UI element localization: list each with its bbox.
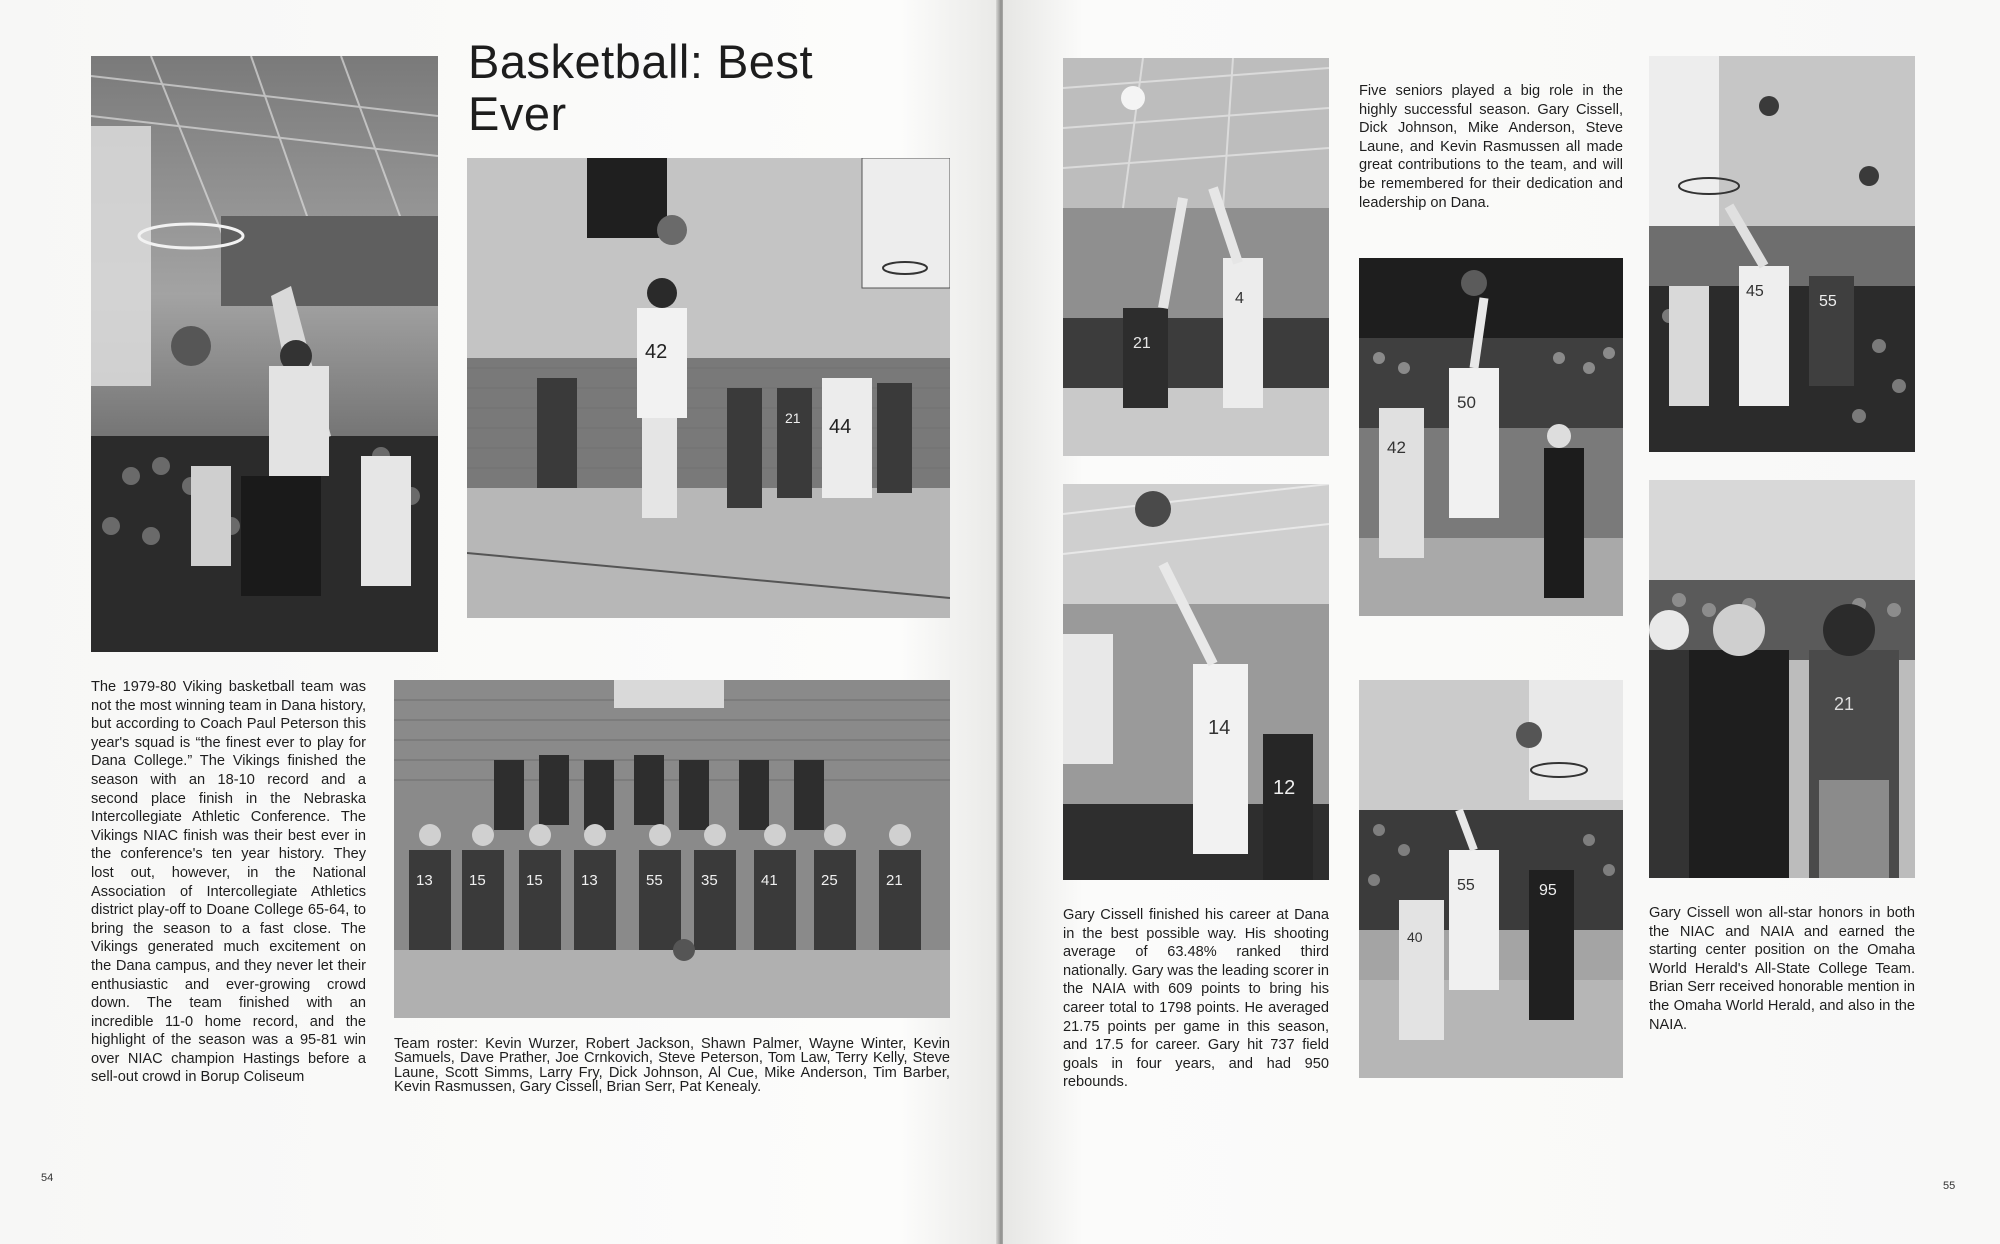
- jersey-45: 45: [1746, 283, 1764, 300]
- photo-cissell-shot: [1063, 484, 1329, 880]
- team-jersey-2: 15: [469, 872, 486, 889]
- photo-dunk: [91, 56, 438, 652]
- jersey-21: 21: [785, 410, 801, 426]
- roster-caption: Team roster: Kevin Wurzer, Robert Jackson, Shawn Palmer, Wayne Winter, Kevin Samuels, Dave Prather, Joe Crnkovich, Steve Peterson, Tom Law, Terry Kelly, Steve Laune, Scott Simms, Larry Fry, Dick Johnson, Al Cue, Mike Anderson, Tim Barber, Kevin Rasmussen, Gary Cissell, Brian Serr, Pat Kenealy.: [394, 1036, 950, 1096]
- seniors-caption: Five seniors played a big role in the highly successful season. Gary Cissell, Dick Johnson, Mike Anderson, Steve Laune, and Kevin Rasmussen all made great contributions to the team, and will be remembered for their dedication and leadership on Dana.: [1359, 83, 1623, 211]
- team-jersey-1: 13: [416, 872, 433, 889]
- team-jersey-9: 21: [886, 872, 903, 889]
- jersey-55-drive: 55: [1457, 877, 1475, 894]
- photo-rebound: [1649, 56, 1915, 452]
- jersey-21-bench: 21: [1834, 694, 1855, 714]
- jersey-14: 14: [1208, 717, 1231, 739]
- team-jersey-3: 15: [526, 872, 543, 889]
- team-jersey-5: 55: [646, 872, 663, 889]
- jersey-50-tip: 50: [1457, 393, 1476, 412]
- page-number-right: 55: [1943, 1180, 1956, 1192]
- article-body: The 1979-80 Viking basketball team was not the most winning team in Dana history, but according to Coach Paul Peterson this year's squad is “the finest ever to play for Dana College.” The Vikings finished the season with an 18-10 record and a second place finish in the Nebraska Intercollegiate Athletic Conference. The Vikings NIAC finish was their best ever in the conference's ten year history. They lost out, however, in the National Association of Intercollegiate Athletics district play-off to Doane College 65-64, to bring the season to a fast close. The Vikings generated much excitement on the Dana campus, and they never let their enthusiastic and ever-growing crowd down. The team finished with an incredible 11-0 home record, and the highlight of the season was a 95-81 win over NIAC champion Hastings before a sell-out crowd in Borup Coliseum: [91, 679, 366, 1086]
- jersey-4-block: 4: [1235, 290, 1244, 307]
- photo-drive: [1359, 680, 1623, 1078]
- team-jersey-4: 13: [581, 872, 598, 889]
- photo-team: [394, 680, 950, 1018]
- jersey-21-block: 21: [1133, 335, 1151, 352]
- team-jersey-7: 41: [761, 872, 778, 889]
- jersey-42: 42: [645, 341, 668, 363]
- jersey-40: 40: [1407, 929, 1423, 945]
- jersey-42-tip: 42: [1387, 438, 1406, 457]
- jersey-95: 95: [1539, 882, 1557, 899]
- team-jersey-8: 25: [821, 872, 838, 889]
- page-number-left: 54: [41, 1172, 54, 1184]
- team-jersey-6: 35: [701, 872, 718, 889]
- photo-tipoff: [1359, 258, 1623, 616]
- jersey-55-rebound: 55: [1819, 293, 1837, 310]
- photo-block: [1063, 58, 1329, 456]
- allstar-caption: Gary Cissell won all-star honors in both the NIAC and NAIA and earned the starting center position on the Omaha World Herald's All-State College Team. Brian Serr received honorable mention in the Omaha World Herald, and also in the NAIA.: [1649, 905, 1915, 1033]
- right-page: [1003, 0, 2000, 1244]
- photo-bench: [1649, 480, 1915, 878]
- headline: Basketball: Best Ever: [468, 35, 814, 140]
- cissell-caption: Gary Cissell finished his career at Dana in the best possible way. His shooting average of 63.48% ranked third nationally. Gary was the leading scorer in the NAIA with 609 points to bring his career total to 1798 points. He averaged 21.75 points per game in this season, and 17.5 for career. Gary hit 737 field goals in four years, and had 950 rebounds.: [1063, 907, 1329, 1091]
- jersey-44: 44: [829, 416, 852, 438]
- jersey-12: 12: [1273, 777, 1296, 799]
- photo-jump-shot: [467, 158, 950, 618]
